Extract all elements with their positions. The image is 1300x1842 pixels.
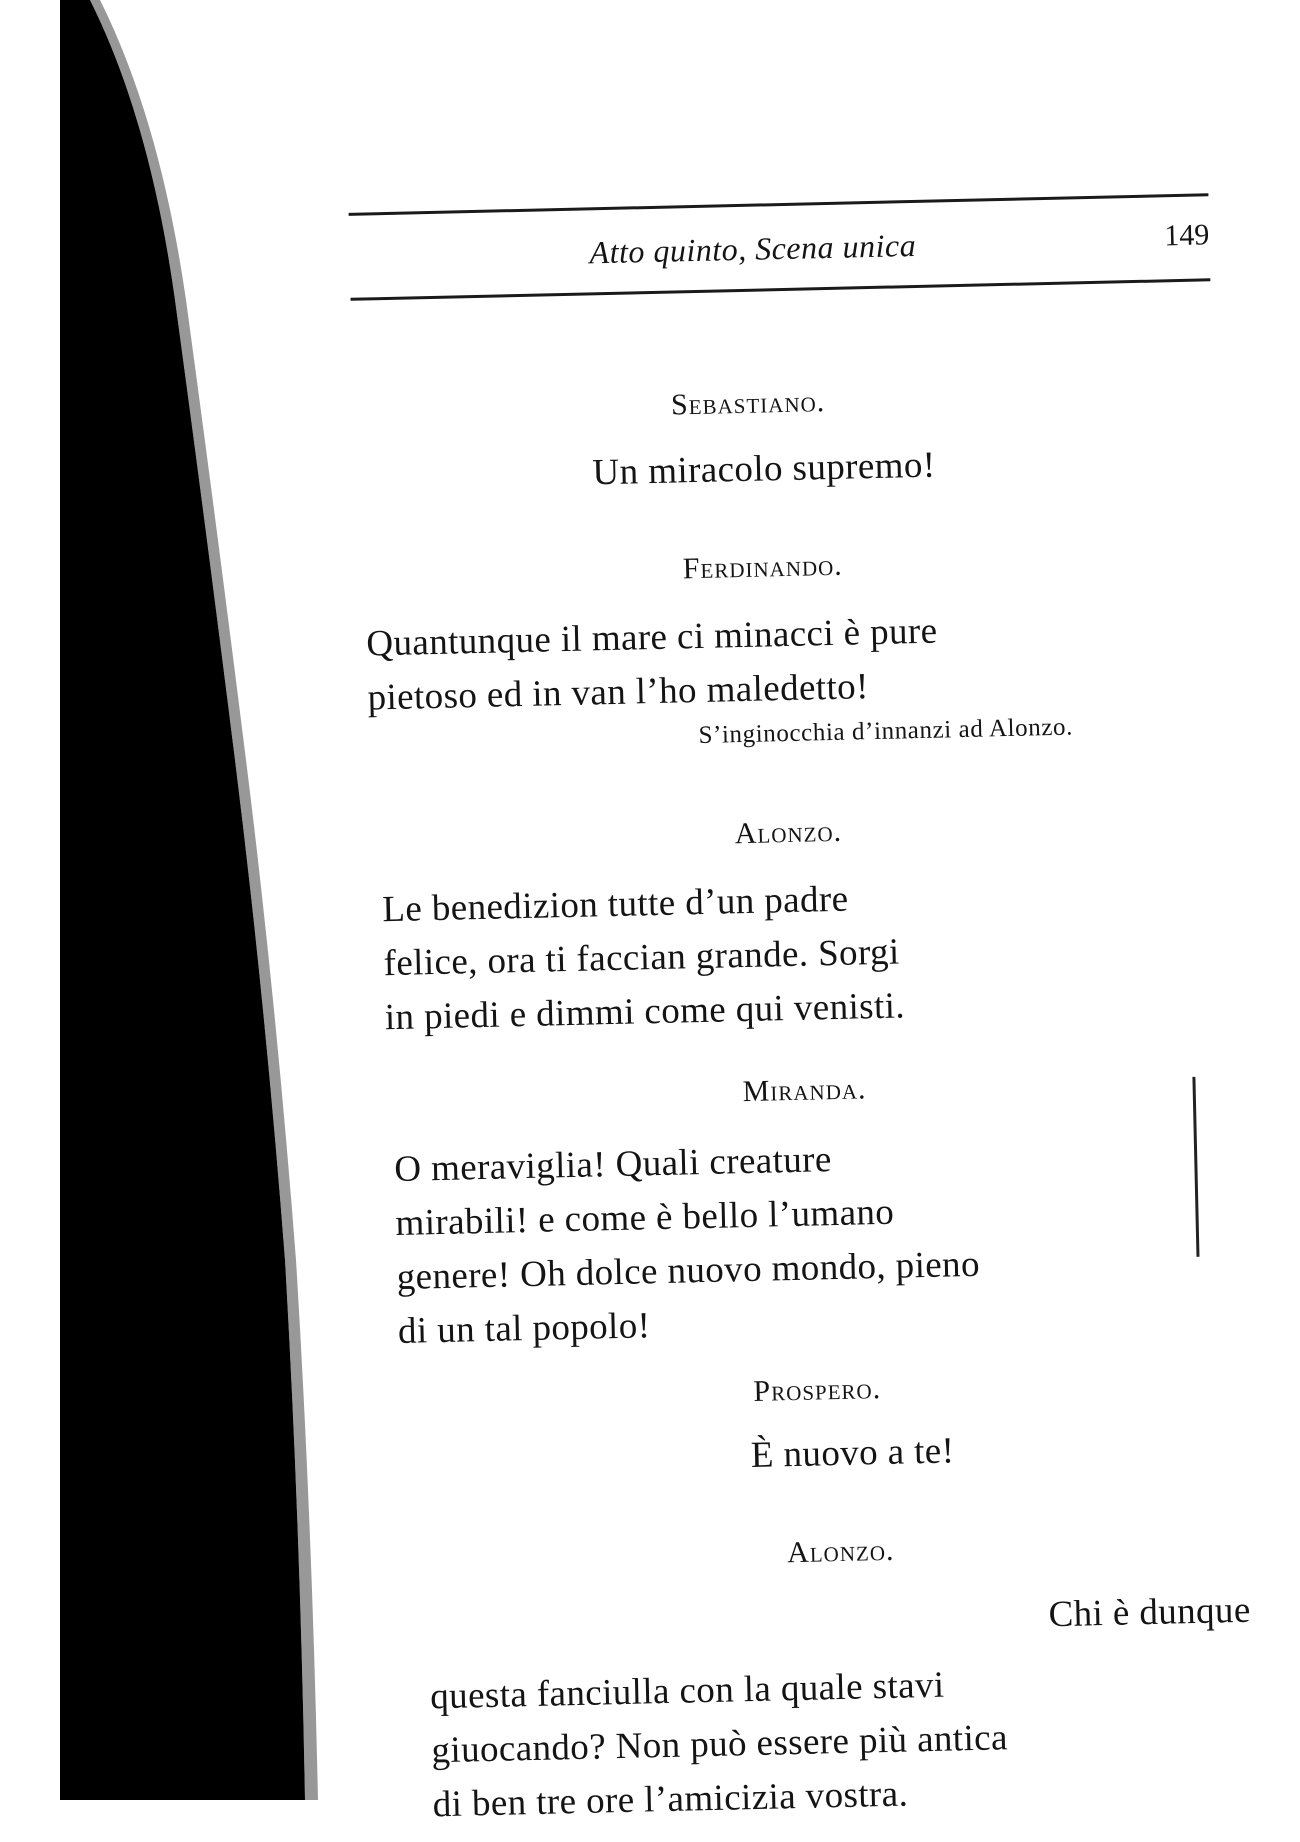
verse-line: in piedi e dimmi come qui venisti.	[384, 985, 906, 1039]
page-number: 149	[1163, 218, 1210, 253]
verse-line: mirabili! e come è bello l’umano	[395, 1191, 895, 1245]
verse-block	[394, 1130, 982, 1359]
header-rule-top	[349, 193, 1209, 216]
verse-block	[366, 605, 940, 726]
verse-block	[750, 1424, 955, 1483]
verse-line: È nuovo a te!	[750, 1430, 955, 1477]
speaker-name: Ferdinando.	[682, 548, 844, 586]
verse-line: Chi è dunque	[1048, 1589, 1252, 1636]
verse-line: O meraviglia! Quali creature	[393, 1139, 833, 1191]
speaker-name: Miranda.	[742, 1072, 867, 1109]
running-title: Atto quinto, Scena unica	[589, 226, 917, 271]
speaker-name: Prospero.	[753, 1372, 882, 1408]
running-head	[349, 216, 1210, 283]
verse-line: genere! Oh dolce nuovo mondo, pieno	[396, 1243, 981, 1298]
verse-block	[1048, 1584, 1251, 1643]
verse-line: felice, ora ti faccian grande. Sorgi	[383, 931, 901, 985]
margin-mark	[1192, 1077, 1199, 1257]
stage-direction: S’inginocchia d’innanzi ad Alonzo.	[698, 713, 1074, 750]
header-rule-bottom	[351, 278, 1211, 301]
verse-line: pietoso ed in van l’ho maledetto!	[367, 666, 870, 719]
verse-line: Quantunque il mare ci minacci è pure	[365, 610, 938, 665]
verse-block	[592, 439, 936, 501]
verse-block	[382, 871, 906, 1045]
verse-line: Le benedizion tutte d’un padre	[381, 878, 849, 931]
verse-line: questa fanciulla con la quale stavi	[429, 1664, 945, 1718]
verse-line: giuocando? Non può essere più antica	[431, 1717, 1009, 1772]
speaker-name: Alonzo.	[734, 814, 843, 851]
speaker-name: Alonzo.	[786, 1533, 895, 1570]
speaker-name: Sebastiano.	[670, 385, 826, 422]
verse-line: Un miracolo supremo!	[592, 444, 936, 494]
verse-block	[430, 1657, 1010, 1832]
verse-line: di un tal popolo!	[397, 1305, 651, 1352]
verse-line: di ben tre ore l’amicizia vostra.	[432, 1773, 909, 1826]
